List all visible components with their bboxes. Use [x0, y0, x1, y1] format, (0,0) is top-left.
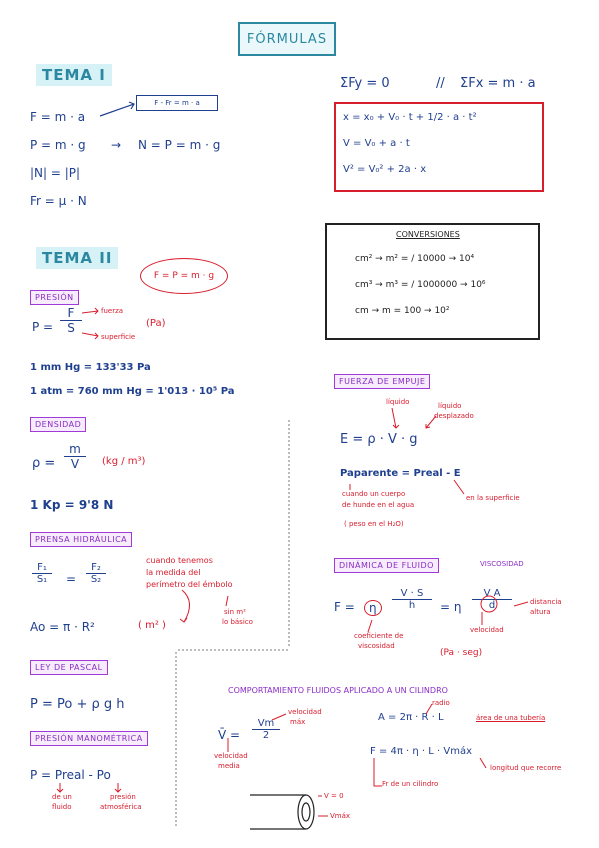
- dinamica-label: DINÁMICA DE FLUIDO: [334, 558, 439, 573]
- densidad-unit: (kg / m³): [102, 456, 146, 467]
- empuje-note-cuando-1: cuando un cuerpo: [342, 490, 406, 498]
- area-note-1: sin m²: [224, 608, 246, 616]
- conv-cm2: cm² → m² = / 10000 → 10⁴: [355, 254, 475, 264]
- presion-den: S: [67, 321, 75, 335]
- mano-note-1a: de un: [52, 793, 72, 801]
- pascal-label: LEY DE PASCAL: [30, 660, 108, 675]
- prensa-equals: =: [66, 572, 77, 586]
- cilindro-note-longitud: longitud que recorre: [490, 764, 562, 772]
- dinamica-fraction-1: [392, 588, 432, 611]
- densidad-num: m: [64, 442, 86, 457]
- sum-fy: ΣFy = 0: [340, 76, 390, 91]
- densidad-lhs: ρ =: [32, 456, 56, 471]
- densidad-fraction: [64, 442, 86, 471]
- sum-separator: //: [436, 76, 445, 91]
- tema1-arrow: →: [111, 138, 122, 152]
- dinamica-note-velocidad: velocidad: [470, 626, 504, 634]
- area-circle-unit: ( m² ): [138, 620, 166, 631]
- presion-unit: (Pa): [146, 318, 166, 329]
- mano-note-2b: atmosférica: [100, 803, 142, 811]
- dinamica-num-1: V · S: [392, 588, 432, 600]
- dinamica-lhs: F =: [334, 600, 355, 614]
- dinamica-note-coef-1: coeficiente de: [354, 632, 404, 640]
- prensa-label: PRENSA HIDRÁULICA: [30, 532, 132, 547]
- presion-lhs: P =: [32, 320, 54, 334]
- tema1-eq-weight: P = m · g: [30, 138, 86, 152]
- cilindro-vbar-num: Vm: [252, 718, 280, 730]
- cilindro-area-note: área de una tubería: [476, 714, 546, 722]
- tema1-eq-force-friction: F - Fr = m · a: [136, 95, 218, 111]
- tema1-eq-normal: N = P = m · g: [138, 138, 221, 152]
- viscosidad-label: VISCOSIDAD: [480, 560, 524, 568]
- cilindro-v0: V = 0: [324, 792, 344, 800]
- dinamica-den-1: h: [408, 600, 416, 611]
- presion-label: PRESIÓN: [30, 290, 79, 305]
- pascal-eq: P = Po + ρ g h: [30, 697, 125, 712]
- prensa-num-1: F₁: [32, 562, 52, 574]
- kinematics-velocity-squared: V² = V₀² + 2a · x: [343, 164, 427, 175]
- dinamica-note-distancia-2: altura: [530, 608, 551, 616]
- mano-note-1b: fluido: [52, 803, 72, 811]
- tema1-eq-modulus: |N| = |P|: [30, 166, 81, 180]
- page-title: FÓRMULAS: [238, 22, 336, 56]
- cilindro-area-eq: A = 2π · R · L: [378, 712, 444, 723]
- cilindro-note-vmax-2: máx: [290, 718, 306, 726]
- empuje-eq: E = ρ · V · g: [340, 432, 418, 447]
- mmhg-conversion: 1 mm Hg = 133'33 Pa: [30, 362, 151, 373]
- sum-fx: ΣFx = m · a: [460, 76, 536, 91]
- tema1-eq-friction: Fr = μ · N: [30, 194, 87, 208]
- cilindro-note-radio: radio: [432, 699, 450, 707]
- dinamica-eta-circled: η: [364, 600, 382, 616]
- conversiones-heading: CONVERSIONES: [396, 230, 460, 239]
- cilindro-note-fr: Fr de un cilindro: [382, 780, 439, 788]
- peso-aparente-eq: Paparente = Preal - E: [340, 468, 461, 479]
- empuje-note-liquido: líquido: [386, 398, 410, 406]
- cilindro-vbar-fraction: [252, 718, 280, 741]
- prensa-note-1: cuando tenemos: [146, 556, 213, 565]
- kp-conversion: 1 Kp = 9'8 N: [30, 498, 114, 512]
- cilindro-vbar-den: 2: [262, 730, 270, 741]
- kinematics-position: x = x₀ + V₀ · t + 1/2 · a · t²: [343, 112, 477, 123]
- cilindro-note-vmedia-2: media: [218, 762, 240, 770]
- dinamica-units: (Pa · seg): [440, 648, 483, 658]
- dinamica-note-distancia-1: distancia: [530, 598, 562, 606]
- prensa-fraction-2: [86, 562, 106, 585]
- presion-fraction: [60, 306, 82, 335]
- prensa-fraction-1: [32, 562, 52, 585]
- dinamica-eq: = η: [440, 600, 462, 614]
- prensa-den-2: S₂: [90, 574, 102, 585]
- area-note-2: lo básico: [222, 618, 253, 626]
- dinamica-den-2: d: [488, 600, 496, 611]
- atm-conversion: 1 atm = 760 mm Hg = 1'013 · 10⁵ Pa: [30, 386, 235, 397]
- kinematics-velocity: V = V₀ + a · t: [343, 138, 410, 149]
- cilindro-heading: COMPORTAMIENTO FLUIDOS APLICADO A UN CILINDRO: [228, 686, 448, 695]
- area-circle-eq: Ao = π · R²: [30, 620, 95, 634]
- empuje-note-cuando-3: ( peso en el H₂O): [344, 520, 404, 528]
- cilindro-vbar-lhs: V̄ =: [218, 728, 241, 742]
- empuje-note-desplazado-1: líquido: [438, 402, 462, 410]
- densidad-label: DENSIDAD: [30, 417, 86, 432]
- prensa-num-2: F₂: [86, 562, 106, 574]
- cilindro-force-eq: F = 4π · η · L · Vmáx: [370, 746, 473, 757]
- mano-note-2a: presión: [110, 793, 136, 801]
- tema1-heading: TEMA I: [36, 64, 112, 86]
- empuje-note-superficie: en la superficie: [466, 494, 520, 502]
- prensa-den-1: S₁: [36, 574, 48, 585]
- empuje-note-desplazado-2: desplazado: [434, 412, 474, 420]
- empuje-label: FUERZA DE EMPUJE: [334, 374, 430, 389]
- manometrica-label: PRESIÓN MANOMÉTRICA: [30, 731, 148, 746]
- prensa-note-3: perímetro del émbolo: [146, 580, 233, 589]
- cilindro-note-vmedia-1: velocidad: [214, 752, 248, 760]
- densidad-den: V: [70, 457, 80, 471]
- presion-num-note: fuerza: [101, 307, 124, 315]
- conv-cm: cm → m = 100 → 10²: [355, 306, 450, 316]
- cilindro-note-vmax-1: velocidad: [288, 708, 322, 716]
- conv-cm3: cm³ → m³ = / 1000000 → 10⁶: [355, 280, 486, 290]
- dinamica-note-coef-2: viscosidad: [358, 642, 395, 650]
- presion-num: F: [60, 306, 82, 321]
- tema2-ellipse-weight: F = P = m · g: [140, 258, 228, 294]
- dinamica-fraction-2: [472, 588, 512, 611]
- manometrica-eq: P = Preal - Po: [30, 768, 111, 782]
- tema2-heading: TEMA II: [36, 247, 118, 269]
- tema1-eq-force: F = m · a: [30, 110, 86, 124]
- presion-den-note: superficie: [101, 333, 136, 341]
- cilindro-vmax: Vmáx: [330, 812, 351, 820]
- dinamica-num-2: V A: [472, 588, 512, 600]
- prensa-note-2: la medida del: [146, 568, 201, 577]
- empuje-note-cuando-2: de hunde en el agua: [342, 501, 415, 509]
